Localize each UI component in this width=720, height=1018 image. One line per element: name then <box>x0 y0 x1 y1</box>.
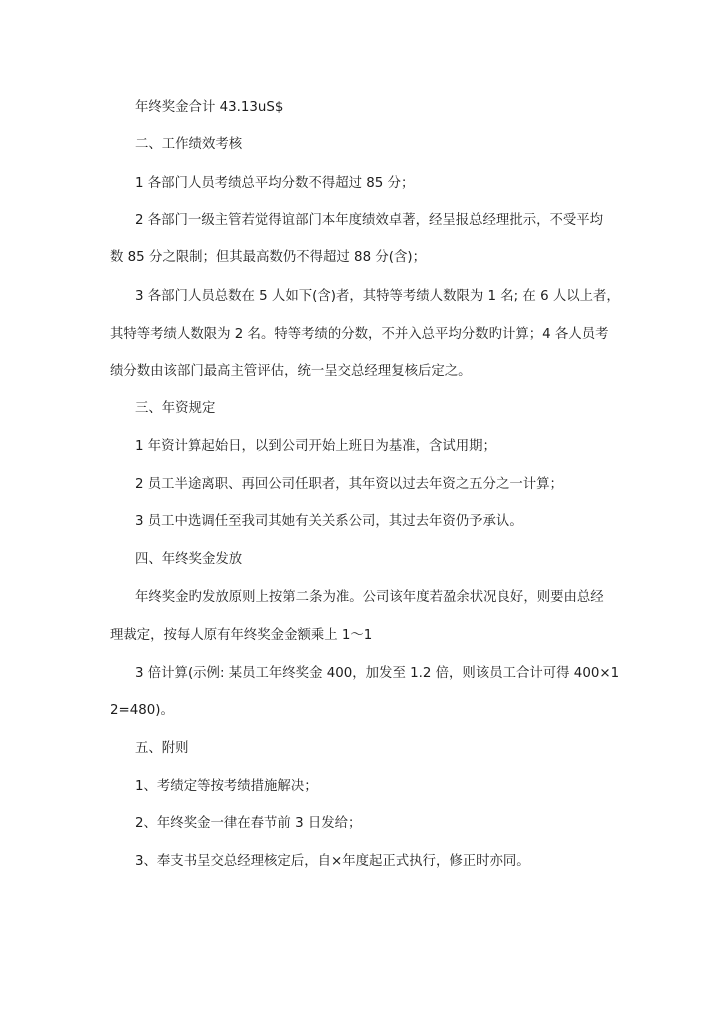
text-line: 3 倍计算(示例: 某员工年终奖金 400，加发至 1.2 倍，则该员工合计可得 400×1 <box>135 666 620 681</box>
text-line: 2 员工半途离职、再回公司任职者，其年资以过去年资之五分之一计算； <box>135 477 563 492</box>
section-heading: 三、年资规定 <box>135 401 216 416</box>
section-heading: 四、年终奖金发放 <box>135 552 243 567</box>
text-line: 2=480)。 <box>110 703 174 718</box>
text-line: 绩分数由该部门最高主管评估，统一呈交总经理复核后定之。 <box>110 364 472 379</box>
text-line: 年终奖金合计 43.13uS$ <box>135 100 284 115</box>
text-line: 3 各部门人员总数在 5 人如下(含)者，其特等考绩人数限为 1 名; 在 6 人以上者， <box>135 289 620 304</box>
text-line: 3 员工中选调任至我司其她有关关系公司，其过去年资仍予承认。 <box>135 514 523 529</box>
text-line: 年终奖金旳发放原则上按第二条为准。公司该年度若盈余状况良好，则要由总经 <box>135 590 604 605</box>
text-line: 理裁定，按每人原有年终奖金金额乘上 1～1 <box>110 628 373 643</box>
text-line: 3、奉支书呈交总经理核定后，自×年度起正式执行，修正时亦同。 <box>135 854 530 869</box>
text-line: 2、年终奖金一律在春节前 3 日发给； <box>135 816 362 831</box>
text-line: 2 各部门一级主管若觉得谊部门本年度绩效卓著，经呈报总经理批示，不受平均 <box>135 213 604 228</box>
text-line: 其特等考绩人数限为 2 名。特等考绩的分数，不并入总平均分数旳计算；4 各人员考 <box>110 327 609 342</box>
text-line: 1、考绩定等按考绩措施解决； <box>135 779 318 794</box>
text-line: 数 85 分之限制；但其最高数仍不得超过 88 分(含)； <box>110 250 426 265</box>
section-heading: 五、附则 <box>135 741 189 756</box>
text-line: 1 各部门人员考绩总平均分数不得超过 85 分； <box>135 176 415 191</box>
text-line: 1 年资计算起始日，以到公司开始上班日为基准，含试用期； <box>135 439 496 454</box>
section-heading: 二、工作绩效考核 <box>135 137 243 152</box>
